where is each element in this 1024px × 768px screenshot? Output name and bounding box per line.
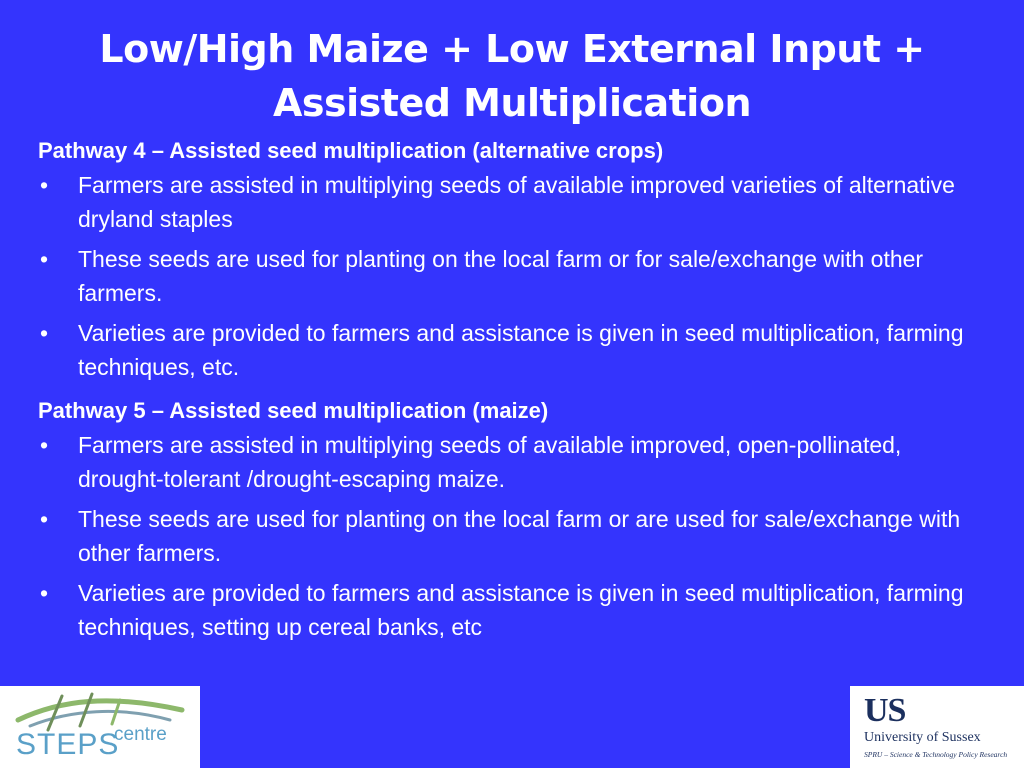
- sussex-logo-name: University of Sussex: [864, 730, 981, 745]
- university-of-sussex-logo: [850, 686, 1024, 768]
- steps-centre-logo: [0, 686, 200, 768]
- bullet-dot: •: [40, 172, 49, 198]
- bullet-text: Varieties are provided to farmers and assistance is given in seed multiplication, farming techniques, setting up cereal banks, etc: [78, 580, 964, 640]
- steps-logo-word: STEPS: [16, 728, 120, 761]
- sussex-logo-mark: US: [864, 692, 906, 729]
- bullet-text: Farmers are assisted in multiplying seeds of available improved varieties of alternative dryland staples: [78, 172, 955, 232]
- bullet-dot: •: [40, 246, 49, 272]
- bullet-dot: •: [40, 580, 49, 606]
- bullet-item: [38, 242, 988, 310]
- bullet-dot: •: [40, 506, 49, 532]
- steps-logo-suffix: centre: [114, 724, 167, 745]
- bullet-dot: •: [40, 320, 49, 346]
- bullet-text: These seeds are used for planting on the local farm or are used for sale/exchange with other farmers.: [78, 506, 961, 566]
- bullet-dot: •: [40, 432, 49, 458]
- bullet-item: [38, 576, 988, 644]
- bullet-text: Farmers are assisted in multiplying seeds of available improved, open-pollinated, drought-tolerant /drought-escaping maize.: [78, 432, 902, 492]
- bullet-item: [38, 428, 988, 496]
- pathway-4-section: [38, 134, 988, 384]
- slide-content: [38, 134, 988, 654]
- bullet-item: [38, 502, 988, 570]
- pathway-5-heading: Pathway 5 – Assisted seed multiplication (maize): [38, 398, 549, 423]
- pathway-4-heading: Pathway 4 – Assisted seed multiplication (alternative crops): [38, 138, 664, 163]
- bullet-item: [38, 168, 988, 236]
- pathway-5-section: [38, 394, 988, 644]
- bullet-text: Varieties are provided to farmers and assistance is given in seed multiplication, farming techniques, etc.: [78, 320, 964, 380]
- slide-title: Low/High Maize + Low External Input + Assisted Multiplication: [99, 27, 925, 125]
- bullet-item: [38, 316, 988, 384]
- pathway-5-bullet-list: [38, 428, 988, 644]
- bullet-text: These seeds are used for planting on the local farm or for sale/exchange with other farmers.: [78, 246, 924, 306]
- sussex-logo-subtitle: SPRU – Science & Technology Policy Research: [864, 750, 1008, 759]
- pathway-4-bullet-list: [38, 168, 988, 384]
